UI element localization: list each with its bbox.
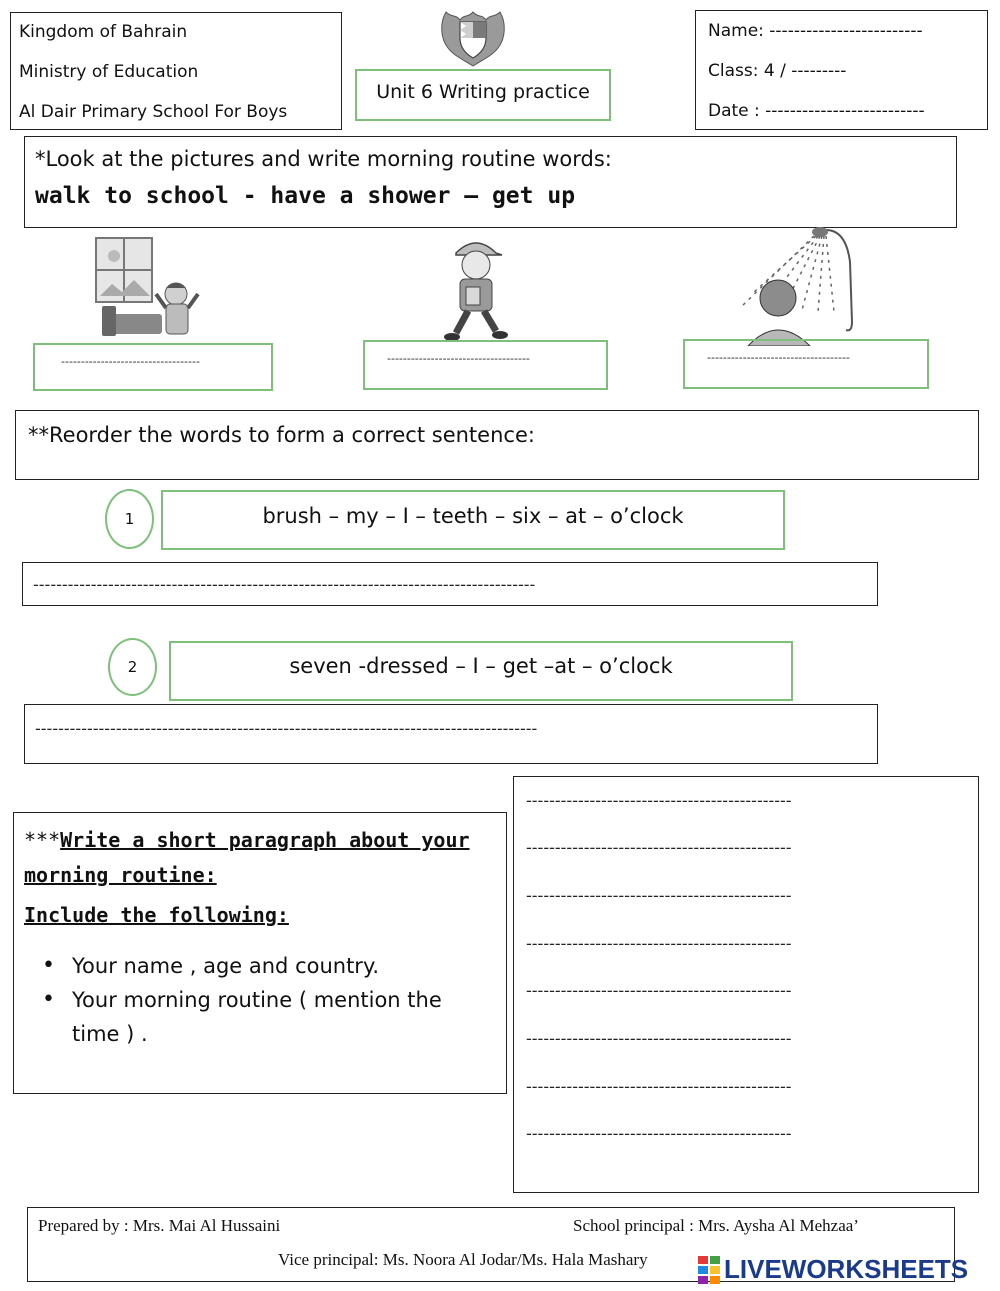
sentence-answer-box-2[interactable] xyxy=(24,704,878,764)
image-boy-waking-up xyxy=(92,236,204,344)
writing-line: ---------------------------------------------- xyxy=(526,934,792,953)
liveworksheets-icon xyxy=(696,1254,722,1286)
liveworksheets-wordmark: LIVEWORKSHEETS xyxy=(724,1254,969,1284)
include-item-routine: • Your morning routine ( mention the time ) . xyxy=(14,983,484,1051)
writing-line: ---------------------------------------------- xyxy=(526,1029,792,1048)
school-line-country: Kingdom of Bahrain xyxy=(19,22,188,42)
item-number-text: 2 xyxy=(127,658,138,676)
date-field[interactable]: Date : -------------------------- xyxy=(708,101,925,121)
writing-line: ---------------------------------------------- xyxy=(526,838,792,857)
item-number-2 xyxy=(108,638,157,696)
writing-line: ---------------------------------------------- xyxy=(526,981,792,1000)
paragraph-task-prefix: *** xyxy=(24,828,61,852)
section2-instruction: **Reorder the words to form a correct sentence: xyxy=(28,423,535,447)
answer-blank: ------------------------------------ xyxy=(387,352,530,365)
paragraph-task-title xyxy=(24,823,494,893)
scrambled-words: brush – my – I – teeth – six – at – o’clock xyxy=(262,504,684,528)
scrambled-words-box-1 xyxy=(161,490,785,550)
writing-line: ---------------------------------------------- xyxy=(526,886,792,905)
vice-principal: Vice principal: Ms. Noora Al Jodar/Ms. Hala Mashary xyxy=(278,1250,648,1269)
liveworksheets-logo xyxy=(696,1252,996,1288)
unit-title-box xyxy=(355,69,611,121)
paragraph-writing-box[interactable] xyxy=(513,776,979,1193)
image-boy-walking-to-school xyxy=(436,233,516,345)
school-info-box xyxy=(10,12,342,130)
paragraph-task-title-text: Write a short paragraph about your morning routine: xyxy=(24,828,470,887)
answer-box-walk-to-school[interactable] xyxy=(363,340,608,390)
section1-instruction-box xyxy=(24,136,957,228)
answer-box-have-a-shower[interactable] xyxy=(683,339,929,389)
answer-box-get-up[interactable] xyxy=(33,343,273,391)
class-field[interactable]: Class: 4 / --------- xyxy=(708,61,847,81)
bahrain-emblem-icon xyxy=(436,4,510,70)
name-field[interactable]: Name: ------------------------- xyxy=(708,21,923,41)
scrambled-words: seven -dressed – I – get –at – o’clock xyxy=(289,654,673,678)
student-info-box xyxy=(695,10,988,130)
writing-line: ---------------------------------------------- xyxy=(526,1124,792,1143)
word-bank: walk to school - have a shower – get up xyxy=(35,183,576,209)
sentence-answer-line: --------------------------------------------------------------------------------------- xyxy=(33,575,536,594)
sentence-answer-box-1[interactable] xyxy=(22,562,878,606)
answer-blank: ------------------------------------ xyxy=(707,351,850,364)
school-principal: School principal : Mrs. Aysha Al Mehzaa’ xyxy=(573,1216,859,1235)
section1-instruction: *Look at the pictures and write morning routine words: xyxy=(35,147,612,171)
scrambled-words-box-2 xyxy=(169,641,793,701)
include-item-name: • Your name , age and country. xyxy=(14,949,484,983)
paragraph-task-box xyxy=(13,812,507,1094)
school-line-school: Al Dair Primary School For Boys xyxy=(19,102,288,122)
writing-line: ---------------------------------------------- xyxy=(526,791,792,810)
writing-line: ---------------------------------------------- xyxy=(526,1077,792,1096)
sentence-answer-line: --------------------------------------------------------------------------------------- xyxy=(35,719,538,738)
include-list xyxy=(14,949,484,1051)
image-boy-having-shower xyxy=(734,222,862,346)
item-number-1 xyxy=(105,489,154,549)
school-line-ministry: Ministry of Education xyxy=(19,62,199,82)
unit-title: Unit 6 Writing practice xyxy=(376,81,590,103)
section2-instruction-box xyxy=(15,410,979,480)
answer-blank: ----------------------------------- xyxy=(61,355,200,368)
include-heading: Include the following: xyxy=(24,903,289,927)
item-number-text: 1 xyxy=(124,510,135,528)
prepared-by: Prepared by : Mrs. Mai Al Hussaini xyxy=(38,1216,281,1235)
